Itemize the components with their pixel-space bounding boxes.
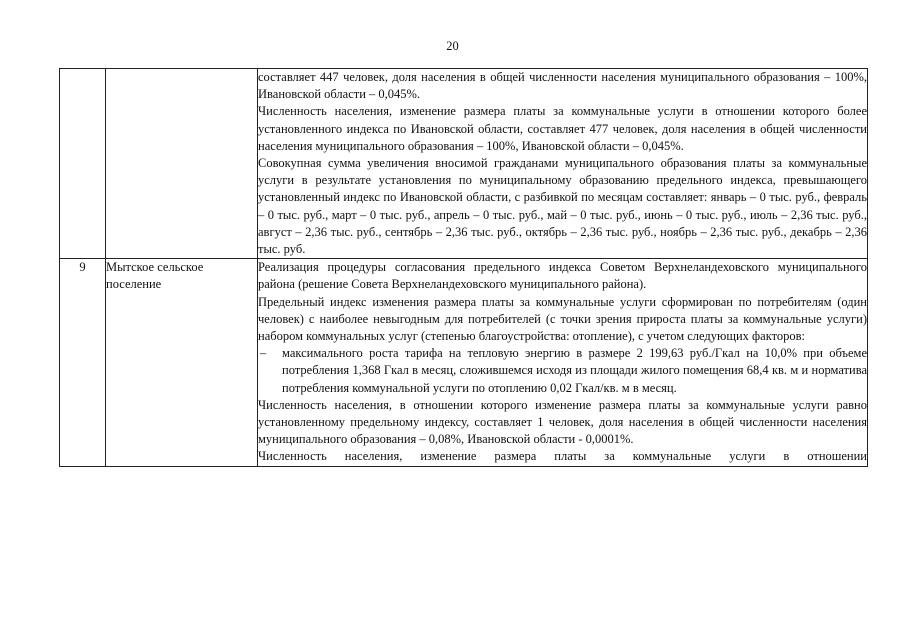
content-paragraph: Численность населения, изменение размера платы за коммунальные услуги в отношении которого более установленного индекса по Ивановской области, составляет 477 человек, доля населения в общей численности населения муниципального образования – 100%, Ивановской области – 0,045%. <box>258 104 867 153</box>
table-row <box>60 69 868 259</box>
factor-text: максимального роста тарифа на тепловую энергию в размере 2 199,63 руб./Гкал на 10,0% при объеме потребления 1,368 Гкал в месяц, сложившемся исходя из площади жилого помещения 68,4 кв. м и норматива потребления коммунальной услуги по отоплению 0,02 Гкал/кв. м в месяц. <box>282 346 867 395</box>
municipal-index-table <box>59 68 868 467</box>
list-dash-marker: – <box>260 346 267 361</box>
content-paragraph: Предельный индекс изменения размера платы за коммунальные услуги сформирован по потребителям (один человек) с наиболее невыгодным для потребителей (с точки зрения прироста платы за коммунальные услуги) набором коммунальных услуг (степенью благоустройства: отопление), с учетом следующих факторов: <box>258 294 867 344</box>
factor-list-item <box>258 345 867 397</box>
row-number <box>60 69 106 259</box>
row-number: 9 <box>60 259 106 466</box>
content-paragraph: Численность населения, изменение размера платы за коммунальные услуги в отношении <box>258 449 867 464</box>
content-paragraph: Численность населения, в отношении которого изменение размера платы за коммунальные услуги равно установленному предельному индексу, составляет 1 человек, доля населения в общей численности населения муниципального образования – 0,08%, Ивановской области - 0,0001%. <box>258 397 867 447</box>
row-content <box>258 69 868 259</box>
content-paragraph: Совокупная сумма увеличения вносимой гражданами муниципального образования платы за коммунальные услуги в результате установления по муниципальному образованию предельного индекса, превышающего установленный индекс по Ивановской области, с разбивкой по месяцам составляет: январь – 0 тыс. руб., февраль – 0 тыс. руб., март – 0 тыс. руб., апрель – 0 тыс. руб., май – 0 тыс. руб., июнь – 0 тыс. руб., июль – 2,36 тыс. руб., август – 2,36 тыс. руб., сентябрь – 2,36 тыс. руб., октябрь – 2,36 тыс. руб., ноябрь – 2,36 тыс. руб., декабрь – 2,36 тыс. руб. <box>258 156 867 257</box>
content-paragraph: составляет 447 человек, доля населения в общей численности населения муниципального образования – 100%, Ивановской области – 0,045%. <box>258 70 867 102</box>
municipality-name: Мытское сельское поселение <box>106 259 258 466</box>
content-paragraph: Реализация процедуры согласования предельного индекса Советом Верхнеландеховского муниципального района (решение Совета Верхнеландеховского муниципального района). <box>258 260 867 292</box>
table-row <box>60 259 868 466</box>
row-content <box>258 259 868 466</box>
page-number: 20 <box>446 39 459 53</box>
municipality-name <box>106 69 258 259</box>
